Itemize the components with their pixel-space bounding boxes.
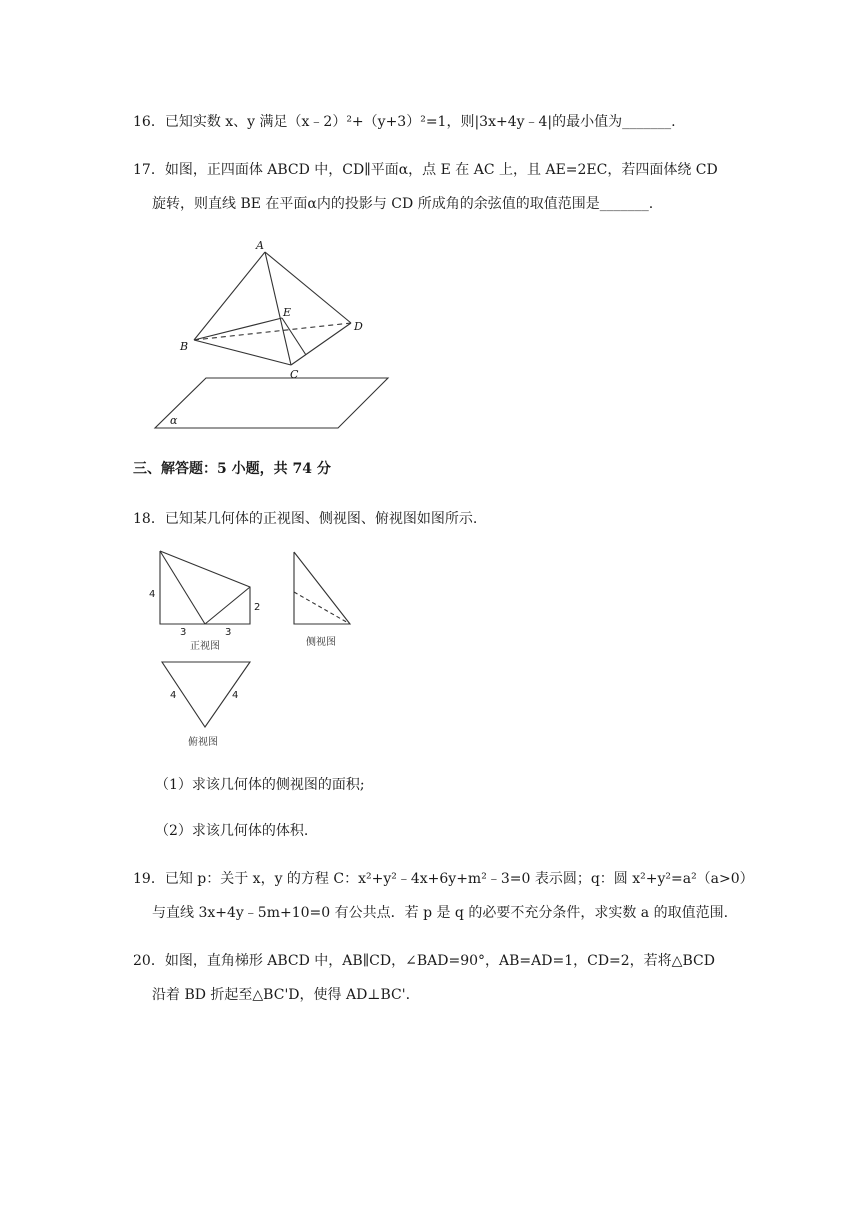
tetrahedron-figure xyxy=(155,252,388,428)
segment-be xyxy=(194,318,282,340)
side-view-figure xyxy=(294,552,350,624)
edge-ad xyxy=(265,252,351,323)
front-view-figure xyxy=(160,551,250,624)
front-view-caption: 正视图 xyxy=(190,641,220,652)
top-side-left: 4 xyxy=(170,690,177,701)
plane-alpha xyxy=(155,378,388,428)
segment-e-to-cd xyxy=(282,318,306,355)
edge-bd-hidden xyxy=(194,323,351,340)
question-18-stem: 18．已知某几何体的正视图、侧视图、俯视图如图所示. xyxy=(133,511,478,527)
top-view-caption: 俯视图 xyxy=(188,737,218,748)
label-d: D xyxy=(354,320,363,333)
front-height-right: 2 xyxy=(254,602,261,613)
question-19-line2: 与直线 3x+4y﹣5m+10=0 有公共点．若 p 是 q 的必要不充分条件，求实数 a 的取值范围. xyxy=(152,905,729,921)
question-20-line1: 20．如图，直角梯形 ABCD 中，AB∥CD，∠BAD=90°，AB=AD=1，CD=2，若将△BCD xyxy=(133,953,715,969)
label-a: A xyxy=(256,239,264,252)
question-18-part2: （2）求该几何体的体积. xyxy=(155,823,309,839)
label-e: E xyxy=(283,306,292,319)
edge-bc xyxy=(194,340,291,365)
label-c: C xyxy=(290,368,299,381)
edge-cd xyxy=(291,323,351,365)
front-height-left: 4 xyxy=(149,589,156,600)
top-side-right: 4 xyxy=(232,690,239,701)
front-base-left: 3 xyxy=(180,627,187,638)
label-alpha: α xyxy=(170,414,178,427)
label-b: B xyxy=(180,340,189,353)
edge-ab xyxy=(194,252,265,340)
question-20-line2: 沿着 BD 折起至△BC'D，使得 AD⊥BC'. xyxy=(152,987,411,1003)
question-19-line1: 19．已知 p：关于 x，y 的方程 C：x²+y²﹣4x+6y+m²﹣3=0 表示圆；q：圆 x²+y²=a²（a>0） xyxy=(133,871,754,887)
question-18-part1: （1）求该几何体的侧视图的面积; xyxy=(155,777,365,793)
question-17-line2: 旋转，则直线 BE 在平面α内的投影与 CD 所成角的余弦值的取值范围是_______. xyxy=(152,196,654,212)
front-base-right: 3 xyxy=(225,627,232,638)
side-view-caption: 侧视图 xyxy=(306,637,336,648)
section-3-heading: 三、解答题：5 小题，共 74 分 xyxy=(133,461,331,477)
question-16: 16．已知实数 x、y 满足（x﹣2）²+（y+3）²=1，则|3x+4y﹣4|的最小值为_______. xyxy=(133,114,676,130)
question-17-line1: 17．如图，正四面体 ABCD 中，CD∥平面α，点 E 在 AC 上，且 AE=2EC，若四面体绕 CD xyxy=(133,162,718,178)
